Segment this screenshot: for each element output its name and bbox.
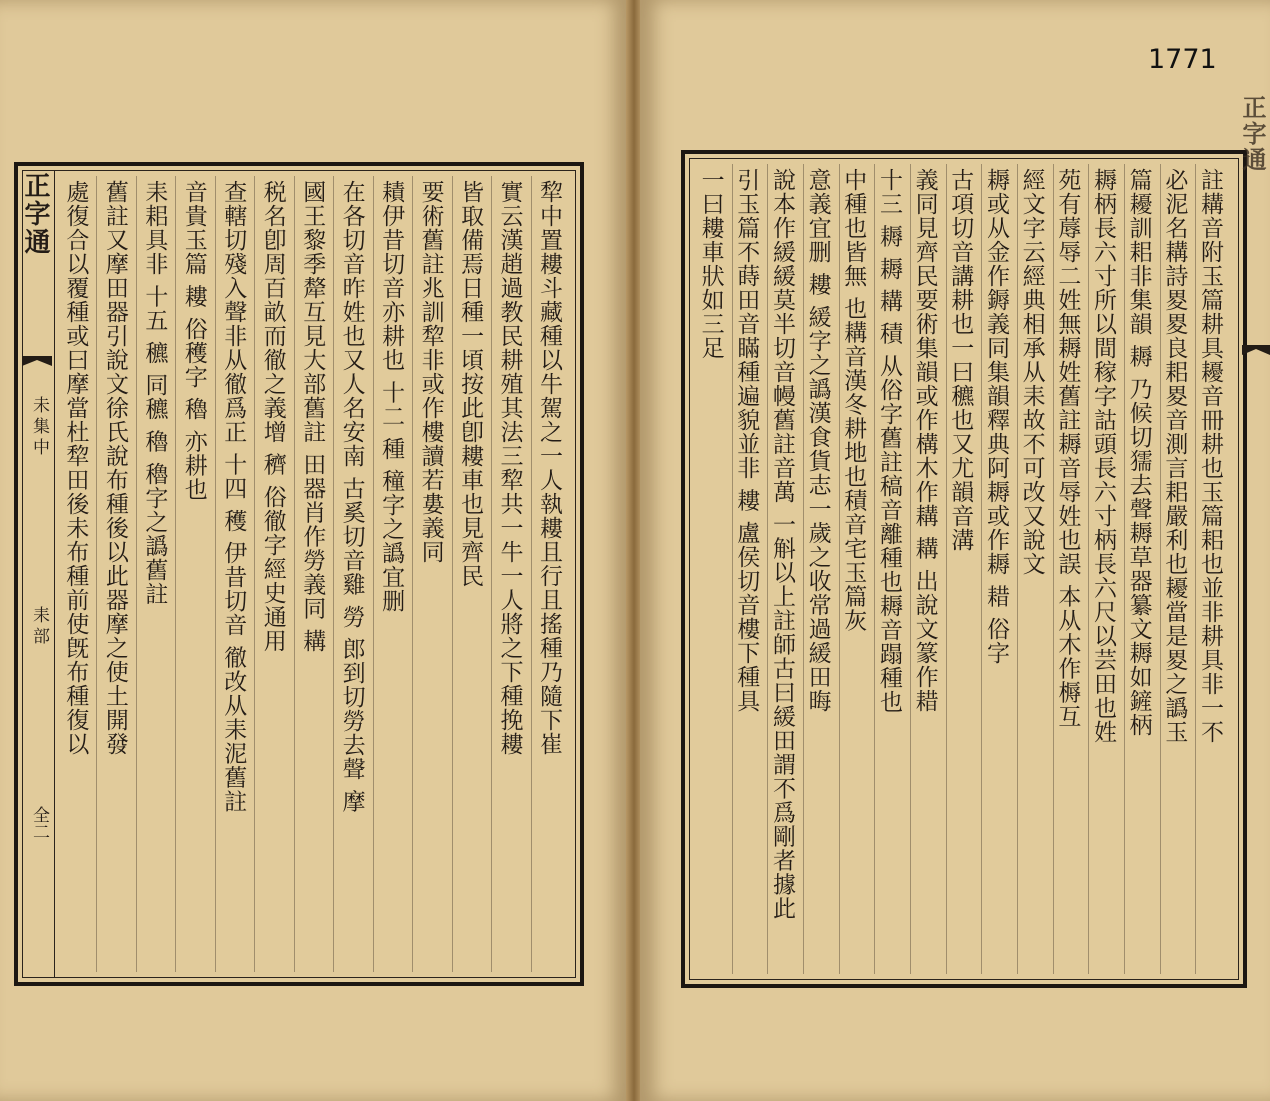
left-text-columns — [58, 176, 570, 972]
text-column: 古項切音講耕也一曰穮也又尤韻音溝 — [946, 164, 982, 974]
text-column: 耫伊昔切音亦耕也 十二 種 穜字之譌宜删 — [373, 176, 412, 972]
text-column: 經文字云經典相承从耒故不可改又說文 — [1017, 164, 1053, 974]
text-column: 皆取備焉日種一頃按此卽耬車也見齊民 — [452, 176, 491, 972]
text-column: 實云漢趙過教民耕殖其法三犂共一牛一人將之下種挽耬 — [491, 176, 530, 972]
text-column: 一曰耬車狀如三足 — [697, 168, 724, 360]
text-column: 犂中置耬斗藏種以牛駕之一人執耬且行且搖種乃隨下崔 — [531, 176, 570, 972]
text-column: 意義宜删 耬 緩字之譌漢食貨志一歲之收常過緩田晦 — [803, 164, 839, 974]
left-margin-section: 未集中 — [29, 396, 49, 459]
text-column: 在各切音昨姓也又人名安南 古奚切音雞 勞 郎到切勞去聲 摩 — [333, 176, 372, 972]
text-column: 國王黎季犛互見大部舊註 田器肖作勞義同 耩 — [294, 176, 333, 972]
right-edge-title: 正字通 — [1238, 95, 1267, 173]
text-column: 苑有蓐辱二姓無耨姓舊註耨音辱姓也誤 本从木作槈互 — [1053, 164, 1089, 974]
text-column: 篇耰訓耜非集韻 耨 乃候切獳去聲耨草器纂文耨如鏟柄 — [1124, 164, 1160, 974]
left-page — [0, 0, 628, 1101]
text-column: 耨或从金作鎒義同集韻釋典阿耨或作耨 耤 俗字 — [981, 164, 1017, 974]
text-column: 耒耜具非 十五 穮 同穮 穭 穭字之譌舊註 — [136, 176, 175, 972]
right-text-columns — [697, 164, 1231, 974]
right-page — [640, 0, 1270, 1101]
text-column: 說本作緩緩莫半切音幔舊註音萬 一斛以上註師古曰緩田謂不爲剛者據此 — [767, 164, 803, 974]
text-column: 查轄切殘入聲非从徹爲正 十四 穫 伊昔切音 徹改从耒泥舊註 — [215, 176, 254, 972]
text-column: 必泥名耩詩畟畟良耜畟音測言耜嚴利也耰當是畟之譌玉 — [1160, 164, 1196, 974]
page-number: 1771 — [1148, 44, 1217, 75]
text-column: 義同見齊民要術集韻或作構木作耩 耩 出說文篆作耤 — [910, 164, 946, 974]
right-text-frame — [681, 150, 1247, 988]
text-column: 耨柄長六寸所以間稼字詁頭長六寸柄長六尺以芸田也姓 — [1088, 164, 1124, 974]
text-column: 中種也皆無 也耩音漢冬耕地也積音宅玉篇灰 — [839, 164, 875, 974]
text-column: 音貴玉篇 耬 俗穫字 穭 亦耕也 — [175, 176, 214, 972]
left-margin-folio: 全二 — [29, 806, 49, 840]
left-margin-title: 正字通 — [20, 172, 50, 256]
left-margin-radical: 耒部 — [29, 606, 49, 648]
text-column: 引玉篇不蒔田音瞞種遍貌並非 耬 盧侯切音樓下種具 — [732, 164, 768, 974]
text-column: 要術舊註兆訓犂非或作樓讀若婁義同 — [412, 176, 451, 972]
text-column: 舊註又摩田器引說文徐氏說布種後以此器摩之使土開發 — [96, 176, 135, 972]
text-column: 税名卽周百畝而徹之義增 穧 俗徹字經史通用 — [254, 176, 293, 972]
left-margin-strip — [22, 170, 55, 978]
text-column: 十三 耨 耨 耩 積 从俗字舊註稿音離種也耨音蹋種也 — [874, 164, 910, 974]
left-text-frame — [14, 162, 584, 986]
text-column: 註耩音附玉篇耕具耰音冊耕也玉篇耜也並非耕具非一不 — [1195, 164, 1231, 974]
text-column: 處復合以覆種或曰摩當杜犂田後未布種前使旣布種復以 — [62, 180, 89, 756]
